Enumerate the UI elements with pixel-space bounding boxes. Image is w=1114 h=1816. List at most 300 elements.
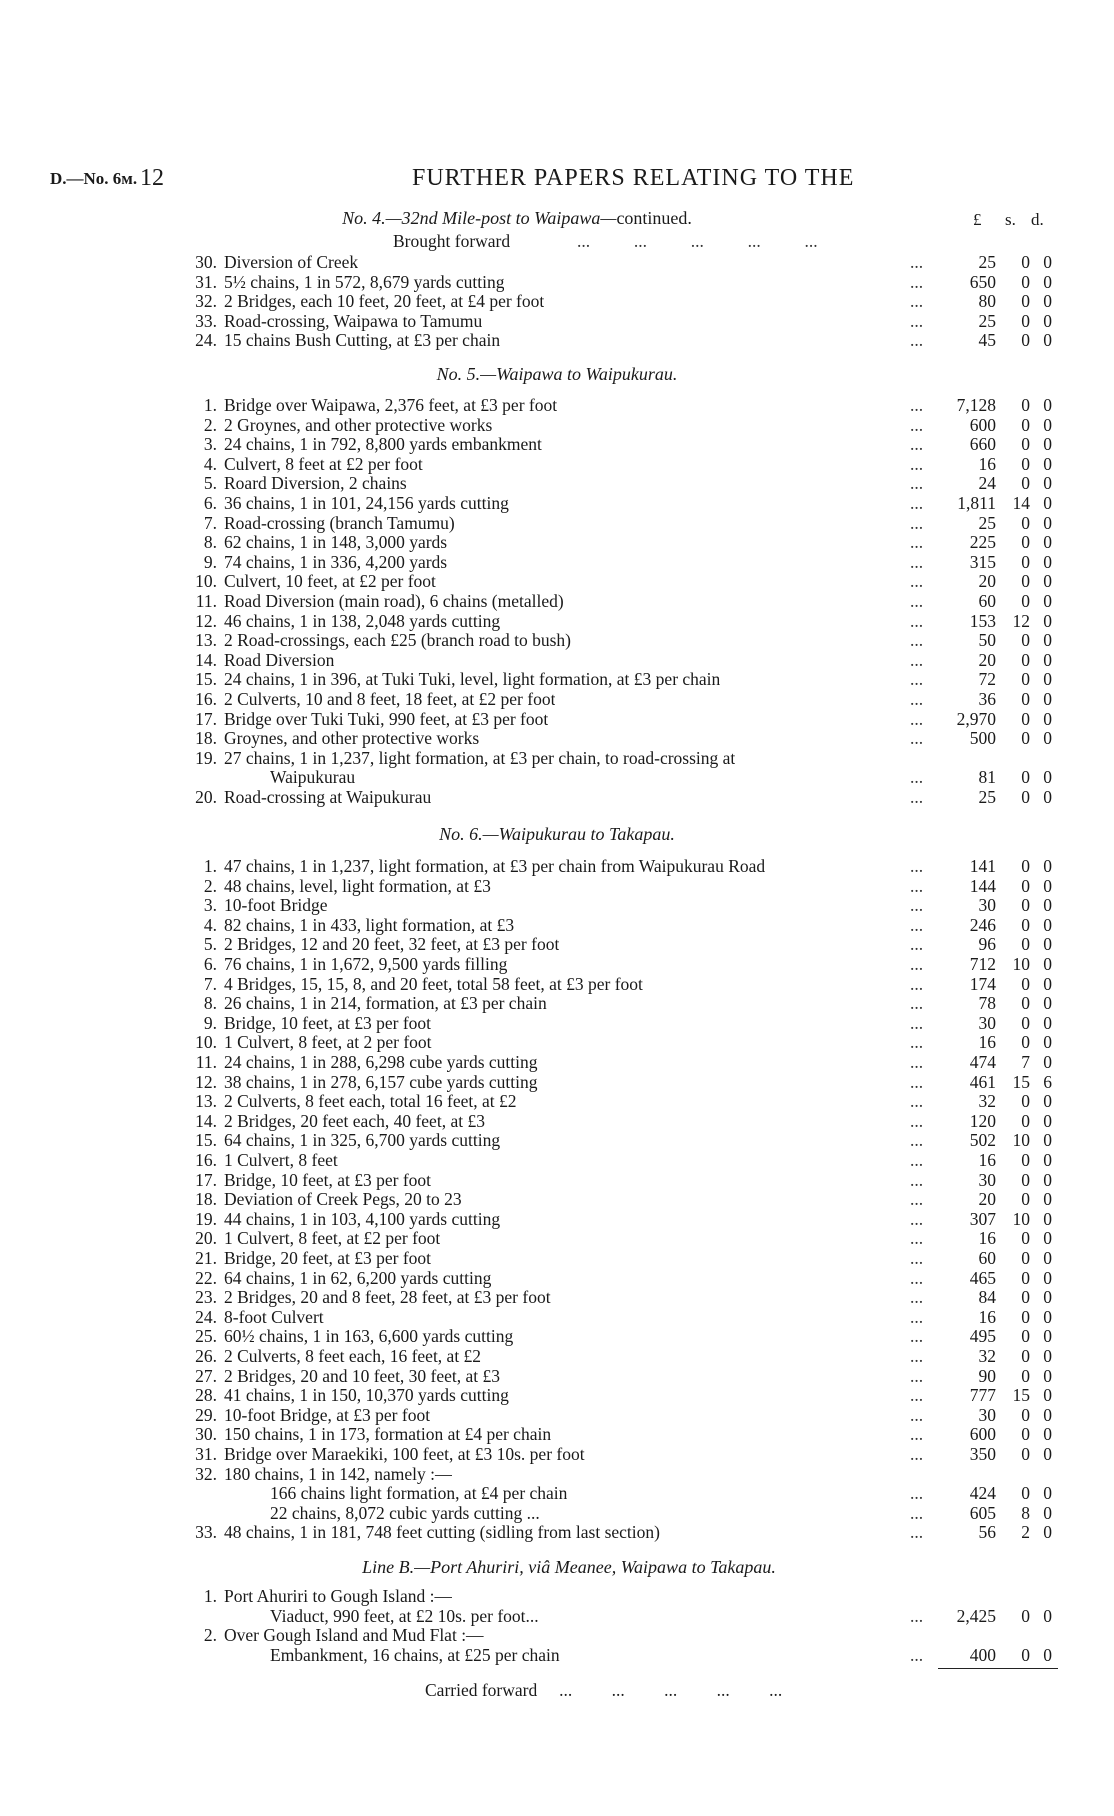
amount-pounds: 30 [978,1169,996,1190]
amount-pounds: 50 [978,630,996,651]
amount-pence: 0 [1043,1306,1052,1327]
leader-dots: ... [910,473,924,494]
leader-dots: ... [910,669,924,690]
amount-pounds: 7,128 [956,395,996,415]
amount-shillings: 0 [1021,669,1030,690]
amount-pounds: 16 [978,1150,996,1170]
item-number: 8. [203,532,217,553]
amount-pence: 0 [1043,856,1052,876]
amount-shillings: 15 [1012,1385,1030,1406]
item-number: 11. [195,591,217,611]
item-number: 17. [195,1169,217,1190]
amount-shillings: 0 [1021,414,1030,435]
ledger-row [0,1405,1114,1425]
amount-pounds: 25 [978,252,996,272]
amount-pounds: 502 [969,1130,996,1151]
item-description: 10-foot Bridge, at £3 per foot [224,1404,431,1425]
item-description: Bridge over Waipawa, 2,376 feet, at £3 per foot [224,395,558,415]
amount-pence: 0 [1043,1502,1052,1523]
leader-dots: ... [910,591,924,611]
amount-shillings: 0 [1021,1287,1030,1308]
amount-pence: 0 [1043,1110,1052,1131]
item-description: Bridge over Tuki Tuki, 990 feet, at £3 per foot [224,708,549,729]
amount-shillings: 0 [1021,689,1030,709]
leader-dots: ... [910,1644,924,1665]
ledger-row [0,974,1114,994]
amount-pence: 0 [1043,1444,1052,1464]
ledger-row [0,709,1114,729]
leader-dots: ... [910,1326,924,1347]
amount-pounds: 605 [969,1502,996,1523]
ledger-row [0,1586,1114,1606]
amount-shillings: 0 [1021,571,1030,592]
amount-pence: 0 [1043,630,1052,651]
ledger-row [0,330,1114,350]
item-description: 48 chains, 1 in 181, 748 feet cutting (sidling from last section) [224,1522,660,1543]
amount-pence: 0 [1043,993,1052,1014]
amount-pounds: 2,970 [956,708,996,729]
ledger-row [0,1170,1114,1190]
amount-shillings: 15 [1012,1071,1030,1092]
item-number: 15. [195,1130,217,1151]
item-number: 15. [195,669,217,690]
item-number: 14. [195,649,217,670]
ledger-row [0,272,1114,292]
amount-shillings: 7 [1021,1052,1030,1072]
amount-shillings: 0 [1021,271,1030,292]
item-number: 11. [195,1052,217,1072]
item-description: 2 Bridges, 20 and 10 feet, 30 feet, at £3 [224,1365,501,1386]
item-description: 82 chains, 1 in 433, light formation, at £3 [224,914,515,935]
item-number: 10. [195,571,217,592]
ledger-row [0,415,1114,435]
amount-shillings: 0 [1021,875,1030,896]
item-description-continued: Waipukurau [270,767,356,788]
ledger-row [0,1189,1114,1209]
amount-shillings: 0 [1021,291,1030,312]
leader-dots: ... [910,1346,924,1366]
amount-pounds: 600 [969,414,996,435]
amount-pence: 0 [1043,473,1052,494]
amount-pence: 0 [1043,1522,1052,1543]
amount-pence: 0 [1043,271,1052,292]
item-number: 26. [195,1346,217,1366]
amount-pounds: 56 [978,1522,996,1543]
amount-pence: 0 [1043,728,1052,749]
ledger-row-continued [0,767,1114,787]
amount-pounds: 465 [969,1267,996,1288]
amount-pence: 0 [1043,1052,1052,1072]
ledger-row [0,1032,1114,1052]
item-description: 24 chains, 1 in 396, at Tuki Tuki, level, light formation, at £3 per chain [224,669,721,690]
ledger-row [0,1268,1114,1288]
amount-pence: 0 [1043,973,1052,994]
amount-pounds: 80 [978,291,996,312]
leader-dots: ... [910,1385,924,1406]
item-description: 10-foot Bridge [224,895,328,916]
amount-pounds: 25 [978,512,996,533]
amount-pence: 0 [1043,1150,1052,1170]
item-description: 5½ chains, 1 in 572, 8,679 yards cutting [224,271,505,292]
ledger-row [0,473,1114,493]
leader-dots: ... [910,252,924,272]
amount-pounds: 225 [969,532,996,553]
leader-dots: ... [910,1248,924,1268]
amount-shillings: 0 [1021,630,1030,651]
amount-pence: 0 [1043,689,1052,709]
amount-shillings: 0 [1021,310,1030,331]
amount-pounds: 777 [969,1385,996,1406]
item-description: Bridge, 20 feet, at £3 per foot [224,1248,432,1268]
amount-pounds: 30 [978,1012,996,1033]
item-number: 13. [195,630,217,651]
total-rule [938,1668,1058,1669]
leader-dots: ... [910,1091,924,1112]
amount-pence: 0 [1043,1169,1052,1190]
amount-pounds: 246 [969,914,996,935]
item-number: 9. [203,1012,217,1033]
amount-shillings: 0 [1021,1365,1030,1386]
shillings-header: s. [1005,210,1016,229]
amount-shillings: 0 [1021,1110,1030,1131]
item-description: 4 Bridges, 15, 15, 8, and 20 feet, total 58 feet, at £3 per foot [224,973,643,994]
leader-dots: ... [910,767,924,788]
ledger-row [0,1013,1114,1033]
leader-dots: ... [910,1012,924,1033]
carried-forward-label: Carried forward [425,1680,538,1700]
amount-shillings: 0 [1021,252,1030,272]
amount-pounds: 141 [969,856,996,876]
amount-pounds: 20 [978,1189,996,1210]
item-number: 4. [203,453,217,474]
amount-shillings: 0 [1021,934,1030,955]
item-description: 1 Culvert, 8 feet [224,1150,338,1170]
leader-dots: ... [910,1605,924,1626]
item-number: 22. [195,1267,217,1288]
leader-dots: ... ... ... ... ... [577,231,818,251]
amount-pence: 0 [1043,1267,1052,1288]
ledger-row [0,1464,1114,1484]
ledger-row [0,993,1114,1013]
amount-pence: 0 [1043,610,1052,631]
line-b-title: Line B.—Port Ahuriri, viâ Meanee, Waipawa to Takapau. [362,1557,776,1577]
amount-pounds: 307 [969,1208,996,1229]
leader-dots: ... [910,1267,924,1288]
item-description: Viaduct, 990 feet, at £2 10s. per foot... [270,1605,539,1626]
amount-pounds: 45 [978,330,996,351]
amount-pounds: 500 [969,728,996,749]
amount-shillings: 0 [1021,1012,1030,1033]
amount-pounds: 424 [969,1483,996,1504]
item-description: 1 Culvert, 8 feet, at £2 per foot [224,1228,441,1249]
item-description: Road-crossing, Waipawa to Tamumu [224,310,483,331]
item-number: 31. [195,271,217,292]
leader-dots: ... [910,1502,924,1523]
amount-pounds: 660 [969,434,996,455]
ledger-row [0,434,1114,454]
item-description: 46 chains, 1 in 138, 2,048 yards cutting [224,610,501,631]
amount-pounds: 72 [978,669,996,690]
item-description: 36 chains, 1 in 101, 24,156 yards cutting [224,493,509,513]
item-description: Culvert, 8 feet at £2 per foot [224,453,423,474]
amount-shillings: 2 [1021,1522,1030,1543]
amount-pounds: 16 [978,1032,996,1053]
leader-dots: ... [910,1483,924,1504]
item-description: Bridge, 10 feet, at £3 per foot [224,1012,432,1033]
amount-pounds: 81 [978,767,996,788]
amount-pence: 0 [1043,1365,1052,1386]
amount-pence: 0 [1043,512,1052,533]
item-number: 12. [195,1071,217,1092]
ledger-row [0,493,1114,513]
ledger-row [0,1366,1114,1386]
amount-shillings: 0 [1021,1306,1030,1327]
amount-pence: 0 [1043,708,1052,729]
carried-forward-row [425,1680,782,1701]
brought-forward-row [0,231,1114,251]
amount-pounds: 20 [978,571,996,592]
amount-pence: 0 [1043,1130,1052,1151]
amount-shillings: 0 [1021,1267,1030,1288]
item-description: 24 chains, 1 in 288, 6,298 cube yards cutting [224,1052,538,1072]
item-number: 4. [203,914,217,935]
item-number: 19. [195,1208,217,1229]
ledger-row [0,1307,1114,1327]
amount-shillings: 12 [1012,610,1030,631]
amount-shillings: 0 [1021,1326,1030,1347]
amount-pounds: 16 [978,1228,996,1249]
item-number: 19. [195,747,217,768]
amount-pence: 0 [1043,914,1052,935]
item-number: 29. [195,1404,217,1425]
amount-pence: 0 [1043,1483,1052,1504]
ledger-row [0,669,1114,689]
ledger-row [0,291,1114,311]
item-number: 16. [195,1150,217,1170]
amount-pence: 0 [1043,414,1052,435]
amount-shillings: 0 [1021,395,1030,415]
amount-pence: 0 [1043,1248,1052,1268]
amount-pence: 0 [1043,1605,1052,1626]
ledger-row [0,1606,1114,1626]
amount-pence: 0 [1043,1326,1052,1347]
item-description: 64 chains, 1 in 325, 6,700 yards cutting [224,1130,501,1151]
section-6-title: No. 6.—Waipukurau to Takapau. [439,824,675,844]
leader-dots: ... [910,512,924,533]
amount-pence: 0 [1043,252,1052,272]
leader-dots: ... [910,330,924,351]
leader-dots: ... [910,1287,924,1308]
amount-shillings: 0 [1021,512,1030,533]
item-description: 15 chains Bush Cutting, at £3 per chain [224,330,501,351]
item-number: 17. [195,708,217,729]
ledger-row [0,1150,1114,1170]
amount-shillings: 0 [1021,1248,1030,1268]
item-number: 10. [195,1032,217,1053]
item-description: 26 chains, 1 in 214, formation, at £3 per chain [224,993,547,1014]
item-description: Bridge, 10 feet, at £3 per foot [224,1169,432,1190]
amount-pounds: 84 [978,1287,996,1308]
leader-dots: ... [910,414,924,435]
item-number: 25. [195,1326,217,1347]
amount-pence: 0 [1043,1287,1052,1308]
amount-pence: 0 [1043,1012,1052,1033]
leader-dots: ... [910,1404,924,1425]
ledger-row [0,571,1114,591]
item-number: 3. [203,434,217,455]
ledger-row [0,532,1114,552]
amount-pounds: 1,811 [957,493,996,513]
item-number: 27. [195,1365,217,1386]
amount-shillings: 0 [1021,708,1030,729]
amount-pence: 0 [1043,310,1052,331]
leader-dots: ... [910,1424,924,1445]
amount-pence: 0 [1043,1208,1052,1229]
item-description: Roard Diversion, 2 chains [224,473,407,494]
item-description: Port Ahuriri to Gough Island :— [224,1586,452,1606]
item-description: 2 Groynes, and other protective works [224,414,493,435]
amount-shillings: 0 [1021,434,1030,455]
leader-dots: ... [910,1110,924,1131]
amount-pence: 0 [1043,669,1052,690]
page-title: FURTHER PAPERS RELATING TO THE [412,165,855,191]
ledger-row [0,1444,1114,1464]
item-number: 20. [195,787,217,807]
item-description: 44 chains, 1 in 103, 4,100 yards cutting [224,1208,501,1229]
item-number: 33. [195,1522,217,1543]
item-number: 13. [195,1091,217,1112]
ledger-row [0,513,1114,533]
amount-pence: 0 [1043,954,1052,974]
amount-pence: 0 [1043,395,1052,415]
leader-dots: ... [910,532,924,553]
leader-dots: ... [910,1169,924,1190]
leader-dots: ... [910,271,924,292]
item-description: Culvert, 10 feet, at £2 per foot [224,571,436,592]
amount-shillings: 0 [1021,1444,1030,1464]
item-description: 47 chains, 1 in 1,237, light formation, at £3 per chain from Waipukurau Road [224,856,766,876]
leader-dots: ... [910,493,924,513]
item-description: Diversion of Creek [224,252,359,272]
leader-dots: ... [910,875,924,896]
ledger-row [0,689,1114,709]
amount-pence: 0 [1043,493,1052,513]
amount-pounds: 600 [969,1424,996,1445]
leader-dots: ... [910,310,924,331]
ledger-row [0,856,1114,876]
ledger-row [0,915,1114,935]
item-description: 166 chains light formation, at £4 per chain [270,1483,568,1504]
leader-dots: ... [910,1306,924,1327]
ledger-row [0,252,1114,272]
amount-pence: 0 [1043,1385,1052,1406]
ledger-row [0,1130,1114,1150]
item-description: 41 chains, 1 in 150, 10,370 yards cutting [224,1385,509,1406]
item-description: Groynes, and other protective works [224,728,480,749]
ledger-row [0,591,1114,611]
amount-pence: 0 [1043,1424,1052,1445]
amount-shillings: 0 [1021,649,1030,670]
amount-shillings: 0 [1021,1605,1030,1626]
amount-shillings: 10 [1012,1208,1030,1229]
ledger-row [0,1209,1114,1229]
item-description: Road Diversion [224,649,335,670]
ledger-row [0,1072,1114,1092]
item-description: 2 Bridges, 20 and 8 feet, 28 feet, at £3 per foot [224,1287,551,1308]
amount-pence: 0 [1043,434,1052,455]
amount-shillings: 0 [1021,914,1030,935]
amount-shillings: 0 [1021,973,1030,994]
ledger-row [0,895,1114,915]
item-number: 18. [195,1189,217,1210]
pence-header: d. [1031,210,1044,229]
amount-shillings: 8 [1021,1502,1030,1523]
leader-dots: ... [910,1228,924,1249]
item-number: 9. [203,551,217,572]
ledger-row [0,1645,1114,1665]
ledger-row [0,1228,1114,1248]
amount-pence: 0 [1043,453,1052,474]
amount-shillings: 0 [1021,453,1030,474]
item-description: 2 Bridges, 12 and 20 feet, 32 feet, at £3 per foot [224,934,560,955]
amount-pence: 0 [1043,1346,1052,1366]
amount-shillings: 0 [1021,1644,1030,1665]
item-description: 2 Road-crossings, each £25 (branch road to bush) [224,630,571,651]
amount-shillings: 10 [1012,954,1030,974]
leader-dots: ... [910,453,924,474]
amount-pounds: 461 [969,1071,996,1092]
amount-pence: 0 [1043,1228,1052,1249]
item-description: 2 Culverts, 10 and 8 feet, 18 feet, at £2 per foot [224,689,556,709]
amount-shillings: 0 [1021,895,1030,916]
amount-shillings: 0 [1021,473,1030,494]
leader-dots: ... [910,934,924,955]
amount-pounds: 16 [978,453,996,474]
amount-shillings: 0 [1021,551,1030,572]
ledger-row [0,728,1114,748]
leader-dots: ... [910,708,924,729]
leader-dots: ... [910,1444,924,1464]
amount-shillings: 0 [1021,1032,1030,1053]
amount-pounds: 78 [978,993,996,1014]
ledger-row [0,934,1114,954]
item-number: 2. [203,875,217,896]
item-description: 8-foot Culvert [224,1306,324,1327]
item-description: Embankment, 16 chains, at £25 per chain [270,1644,560,1665]
amount-pence: 0 [1043,571,1052,592]
amount-shillings: 0 [1021,1189,1030,1210]
brought-forward-label: Brought forward [393,231,511,251]
section-5-title: No. 5.—Waipawa to Waipukurau. [436,364,678,384]
leader-dots: ... [910,610,924,631]
item-description: 48 chains, level, light formation, at £3 [224,875,491,896]
amount-pounds: 30 [978,1404,996,1425]
amount-shillings: 0 [1021,1404,1030,1425]
amount-pounds: 650 [969,271,996,292]
amount-pounds: 60 [978,1248,996,1268]
item-number: 24. [195,330,217,351]
ledger-row [0,1503,1114,1523]
amount-pounds: 90 [978,1365,996,1386]
item-number: 12. [195,610,217,631]
item-description: 60½ chains, 1 in 163, 6,600 yards cutting [224,1326,514,1347]
amount-pence: 0 [1043,787,1052,807]
amount-pence: 0 [1043,895,1052,916]
item-description: 74 chains, 1 in 336, 4,200 yards [224,551,448,572]
amount-pence: 0 [1043,1091,1052,1112]
amount-pence: 6 [1043,1071,1052,1092]
item-description: 180 chains, 1 in 142, namely :— [224,1463,453,1484]
